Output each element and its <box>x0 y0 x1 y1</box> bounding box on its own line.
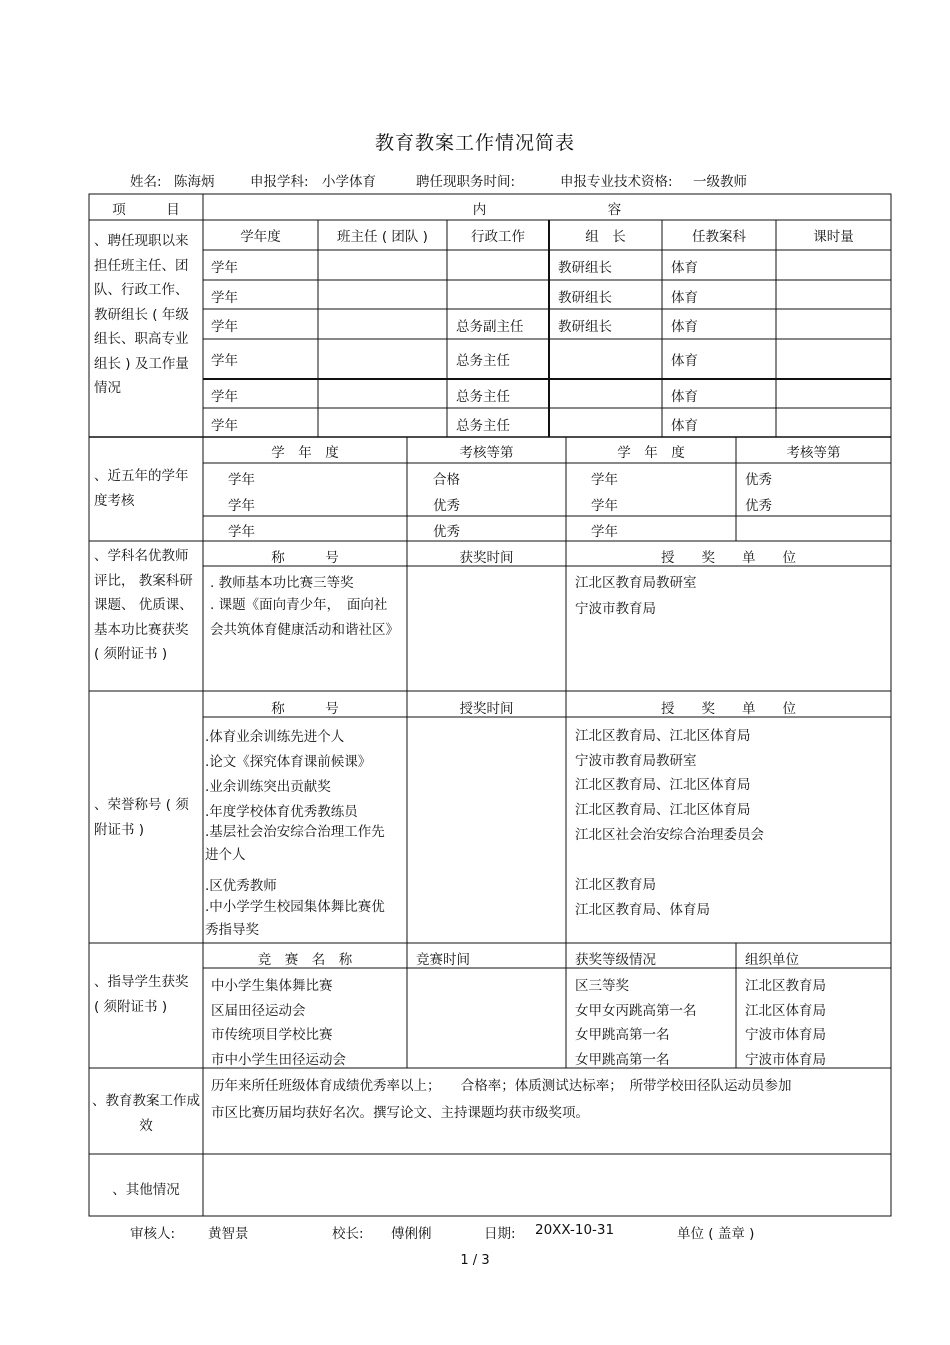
section3-label: 、学科名优教师评比， 教案科研课题、 优质课、 基本功比赛获奖 ( 须附证书 ) <box>94 548 193 662</box>
section6-text-line1: 历年来所任班级体育成绩优秀率以上； 合格率；体质测试达标率； 所带学校田径队运动员参加 <box>211 1078 792 1094</box>
section2-row2-grade-a: 优秀 <box>433 498 460 514</box>
section1-row6-year: 学年 <box>211 418 238 434</box>
section1-row5-year: 学年 <box>211 389 238 405</box>
section2-col-grade-a: 考核等第 <box>459 445 514 461</box>
reviewer-name: 黄智景 <box>208 1226 249 1242</box>
section4-unit-2: 宁波市教育局教研室 <box>575 753 697 769</box>
section5-col-name: 竞 赛 名 称 <box>257 952 353 968</box>
section1-row3-leader: 教研组长 <box>558 319 612 335</box>
subject-label: 申报学科: <box>250 174 309 190</box>
section5-row1-level: 区三等奖 <box>575 978 629 994</box>
section5-row2-level: 女甲女丙跳高第一名 <box>575 1003 697 1019</box>
document-title: 教育教案工作情况简表 <box>374 132 575 154</box>
reviewer-label: 审核人: <box>130 1226 176 1242</box>
section5-label: 、指导学生获奖 ( 须附证书 ) <box>94 974 189 1015</box>
section2-row3-grade-a: 优秀 <box>433 524 460 540</box>
section1-row2-leader: 教研组长 <box>558 290 612 306</box>
section4-col-unit: 授 奖 单 位 <box>661 701 796 717</box>
section5-row3-name: 市传统项目学校比赛 <box>211 1027 333 1043</box>
subject-value: 小学体育 <box>322 174 376 190</box>
section4-title-7: .中小学学生校园集体舞比赛优秀指导奖 <box>205 899 385 938</box>
section2-row1-grade-a: 合格 <box>433 472 460 488</box>
section1-row6-admin: 总务主任 <box>456 418 510 434</box>
section5-row3-level: 女甲跳高第一名 <box>575 1027 670 1043</box>
content-column-header: 内 容 <box>472 202 622 218</box>
section3-col-title: 称 号 <box>271 550 339 566</box>
item-column-header: 项 目 <box>112 202 180 218</box>
section6-text-line2: 市区比赛历届均获好名次。撰写论文、主持课题均获市级奖项。 <box>211 1105 589 1121</box>
section2-row3-year-b: 学年 <box>591 524 618 540</box>
section4-title-1: .体育业余训练先进个人 <box>205 729 345 745</box>
section4-title-3: .业余训练突出贡献奖 <box>205 779 331 795</box>
section2-col-grade-b: 考核等第 <box>786 445 841 461</box>
section1-row1-year: 学年 <box>211 260 238 276</box>
section5-row4-name: 市中小学生田径运动会 <box>211 1052 346 1068</box>
section5-row2-org: 江北区体育局 <box>745 1003 826 1019</box>
principal-name: 傅俐俐 <box>391 1226 432 1242</box>
section1-row5-admin: 总务主任 <box>456 389 510 405</box>
section5-col-level: 获奖等级情况 <box>575 952 656 968</box>
section1-row3-subject: 体育 <box>671 319 698 335</box>
section4-col-title: 称 号 <box>271 701 339 717</box>
section3-unit-2: 宁波市教育局 <box>575 601 656 617</box>
section1-row1-leader: 教研组长 <box>558 260 612 276</box>
qualification-label: 申报专业技术资格: <box>560 174 673 190</box>
section4-label: 、荣誉称号 ( 须附证书 ) <box>94 797 189 838</box>
section1-row6-subject: 体育 <box>671 418 698 434</box>
section3-col-unit: 授 奖 单 位 <box>661 550 796 566</box>
section5-col-org: 组织单位 <box>745 952 799 968</box>
section2-row2-year-b: 学年 <box>591 498 618 514</box>
section1-row5-subject: 体育 <box>671 389 698 405</box>
section4-unit-7: 江北区教育局、体育局 <box>575 902 710 918</box>
section5-col-time: 竞赛时间 <box>416 952 470 968</box>
section5-row2-name: 区届田径运动会 <box>211 1003 306 1019</box>
section2-row3-year-a: 学年 <box>228 524 255 540</box>
section1-row1-subject: 体育 <box>671 260 698 276</box>
section7-label: 、其他情况 <box>112 1182 180 1198</box>
section2-row2-grade-b: 优秀 <box>745 498 772 514</box>
section2-row1-grade-b: 优秀 <box>745 472 772 488</box>
section2-label: 、近五年的学年度考核 <box>94 468 189 509</box>
section2-row1-year-a: 学年 <box>228 472 255 488</box>
qualification-value: 一级教师 <box>693 174 747 190</box>
section6-label: 、教育教案工作成效 <box>92 1093 200 1134</box>
section1-label: 、聘任现职以来担任班主任、团队、行政工作、 教研组长 ( 年级组长、职高专业组长 ) 及工作量情况 <box>94 233 189 396</box>
section5-row4-org: 宁波市体育局 <box>745 1052 826 1068</box>
date-value: 20XX-10-31 <box>535 1222 615 1238</box>
section1-col-hours: 课时量 <box>813 229 854 245</box>
section1-col-year: 学年度 <box>240 229 281 245</box>
section4-unit-1: 江北区教育局、江北区体育局 <box>575 728 751 744</box>
name-label: 姓名: <box>130 174 162 190</box>
section5-row1-name: 中小学生集体舞比赛 <box>211 978 333 994</box>
section4-unit-3: 江北区教育局、江北区体育局 <box>575 777 751 793</box>
section1-col-subject: 任教案科 <box>692 229 746 245</box>
section5-row3-org: 宁波市体育局 <box>745 1027 826 1043</box>
section1-row3-year: 学年 <box>211 319 238 335</box>
section1-col-class-teacher: 班主任 ( 团队 ) <box>337 229 428 245</box>
principal-label: 校长: <box>332 1226 364 1242</box>
section4-unit-6: 江北区教育局 <box>575 877 656 893</box>
section1-row2-subject: 体育 <box>671 290 698 306</box>
section2-row1-year-b: 学年 <box>591 472 618 488</box>
section4-title-5: .基层社会治安综合治理工作先进个人 <box>205 824 385 863</box>
section1-row2-year: 学年 <box>211 290 238 306</box>
section4-col-time: 授奖时间 <box>459 701 514 717</box>
appoint-time-label: 聘任现职务时间: <box>416 174 516 190</box>
section4-unit-5: 江北区社会治安综合治理委员会 <box>575 827 764 843</box>
section4-title-6: .区优秀教师 <box>205 878 277 894</box>
section3-col-time: 获奖时间 <box>459 550 514 566</box>
unit-seal-label: 单位 ( 盖章 ) <box>677 1226 755 1242</box>
name-value: 陈海炳 <box>174 174 215 190</box>
section5-row4-level: 女甲跳高第一名 <box>575 1052 670 1068</box>
section5-row1-org: 江北区教育局 <box>745 978 826 994</box>
page-number: 1 / 3 <box>460 1253 490 1268</box>
section2-col-year-a: 学 年 度 <box>271 445 339 461</box>
section2-col-year-b: 学 年 度 <box>617 445 685 461</box>
section2-row2-year-a: 学年 <box>228 498 255 514</box>
section1-row4-subject: 体育 <box>671 353 698 369</box>
section3-title-1: . 教师基本功比赛三等奖 <box>210 575 354 591</box>
section4-unit-4: 江北区教育局、江北区体育局 <box>575 802 751 818</box>
date-label: 日期: <box>484 1226 516 1242</box>
section1-row4-year: 学年 <box>211 353 238 369</box>
section1-row3-admin: 总务副主任 <box>456 319 524 335</box>
section1-col-admin: 行政工作 <box>471 229 525 245</box>
section1-row4-admin: 总务主任 <box>456 353 510 369</box>
section4-title-4: .年度学校体育优秀教练员 <box>205 804 358 820</box>
section3-title-2: . 课题《面向青少年， 面向社会共筑体育健康活动和谐社区》 <box>210 597 399 638</box>
section1-col-leader: 组 长 <box>585 229 626 245</box>
section3-unit-1: 江北区教育局教研室 <box>575 575 697 591</box>
section4-title-2: .论文《探究体育课前候课》 <box>205 754 372 770</box>
